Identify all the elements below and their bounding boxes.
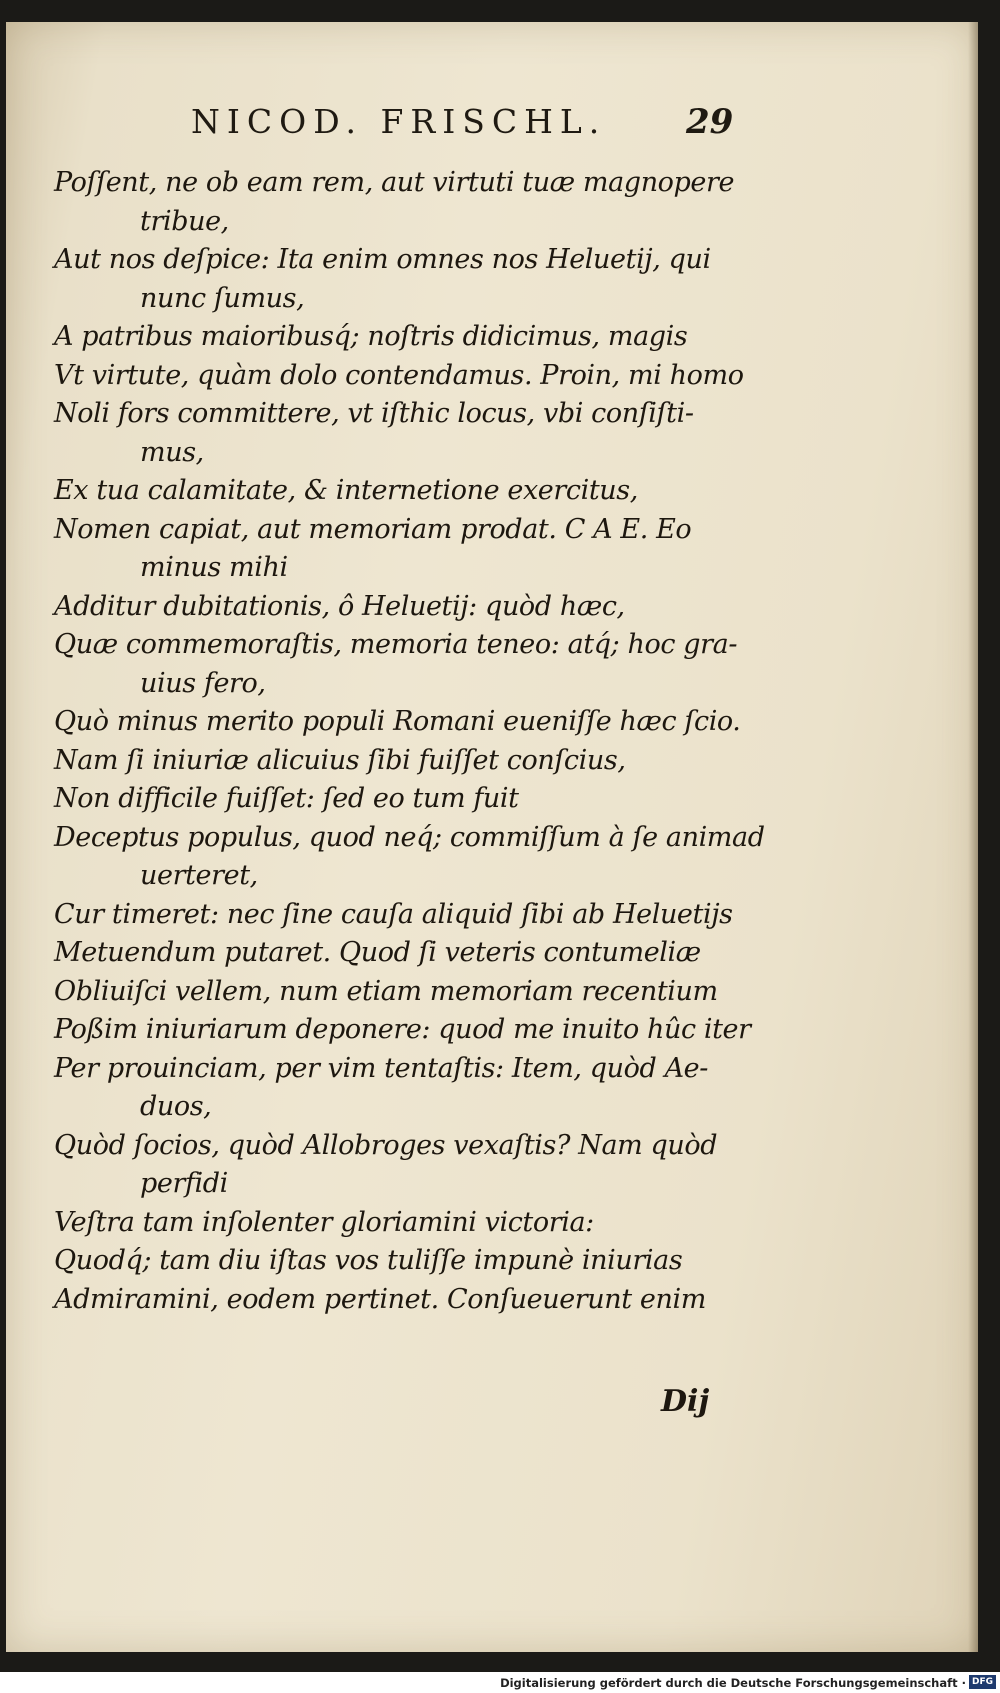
page-number: 29 [686,102,734,142]
text-line: Metuendum putaret. Quod ſi veteris contumeliæ [54,937,701,968]
text-line: Per prouinciam, per vim tentaſtis: Item, quòd Ae- [54,1052,708,1084]
text-line: minus mihi [140,552,288,583]
running-header: NICOD. FRISCHL. [191,102,607,141]
text-line: Nomen capiat, aut memoriam prodat. C A E. Eo [54,513,692,545]
verse-text-block [54,164,765,1319]
text-line: Aut nos deſpice: Ita enim omnes nos Heluetij, qui [54,244,711,275]
dfg-logo: DFG [969,1675,996,1689]
text-line: uius fero, [140,667,266,699]
text-line: mus, [140,436,204,468]
book-page [6,22,978,1652]
text-line: Ex tua calamitate, & internetione exercitus, [54,475,638,506]
text-line: Additur dubitationis, ô Heluetij: quòd hæc, [54,590,625,622]
text-line: Veſtra tam inſolenter gloriamini victoria: [54,1206,594,1238]
text-line: Quodq́; tam diu iſtas vos tuliſſe impunè iniurias [54,1245,683,1276]
text-line: Poßim iniuriarum deponere: quod me inuito hûc iter [54,1014,751,1045]
text-line: Nam ſi iniuriæ alicuius ſibi fuiſſet conſcius, [54,744,626,776]
text-line: Quò minus merito populi Romani eueniſſe hæc ſcio. [54,706,741,737]
text-line: Poſſent, ne ob eam rem, aut virtuti tuæ magnopere [54,167,735,198]
text-line: tribue, [140,205,229,237]
text-line: Non difficile fuiſſet: ſed eo tum fuit [54,783,519,814]
text-line: perfidi [140,1168,228,1199]
catchword: Dij [661,1384,710,1419]
text-line: Quòd ſocios, quòd Allobroges vexaſtis? Nam quòd [54,1129,718,1161]
text-line: Noli fors committere, vt iſthic locus, vbi conſiſti- [54,398,694,429]
text-line: A patribus maioribusq́; noſtris didicimus, magis [54,321,688,352]
text-line: Obliuiſci vellem, num etiam memoriam recentium [54,975,718,1007]
text-line: nunc ſumus, [140,282,305,314]
funding-credit: Digitalisierung gefördert durch die Deutsche Forschungsgemeinschaft · [500,1676,966,1690]
text-line: duos, [140,1091,212,1122]
text-line: Deceptus populus, quod neq́; commiſſum à ſe animad [54,821,765,853]
text-line: uerteret, [140,860,258,891]
text-line: Quæ commemoraſtis, memoria teneo: atq́; hoc gra- [54,629,738,660]
text-line: Admiramini, eodem pertinet. Conſueuerunt enim [54,1283,706,1315]
text-line: Vt virtute, quàm dolo contendamus. Proin, mi homo [54,359,744,391]
text-line: Cur timeret: nec ſine cauſa aliquid ſibi ab Heluetijs [54,898,733,930]
